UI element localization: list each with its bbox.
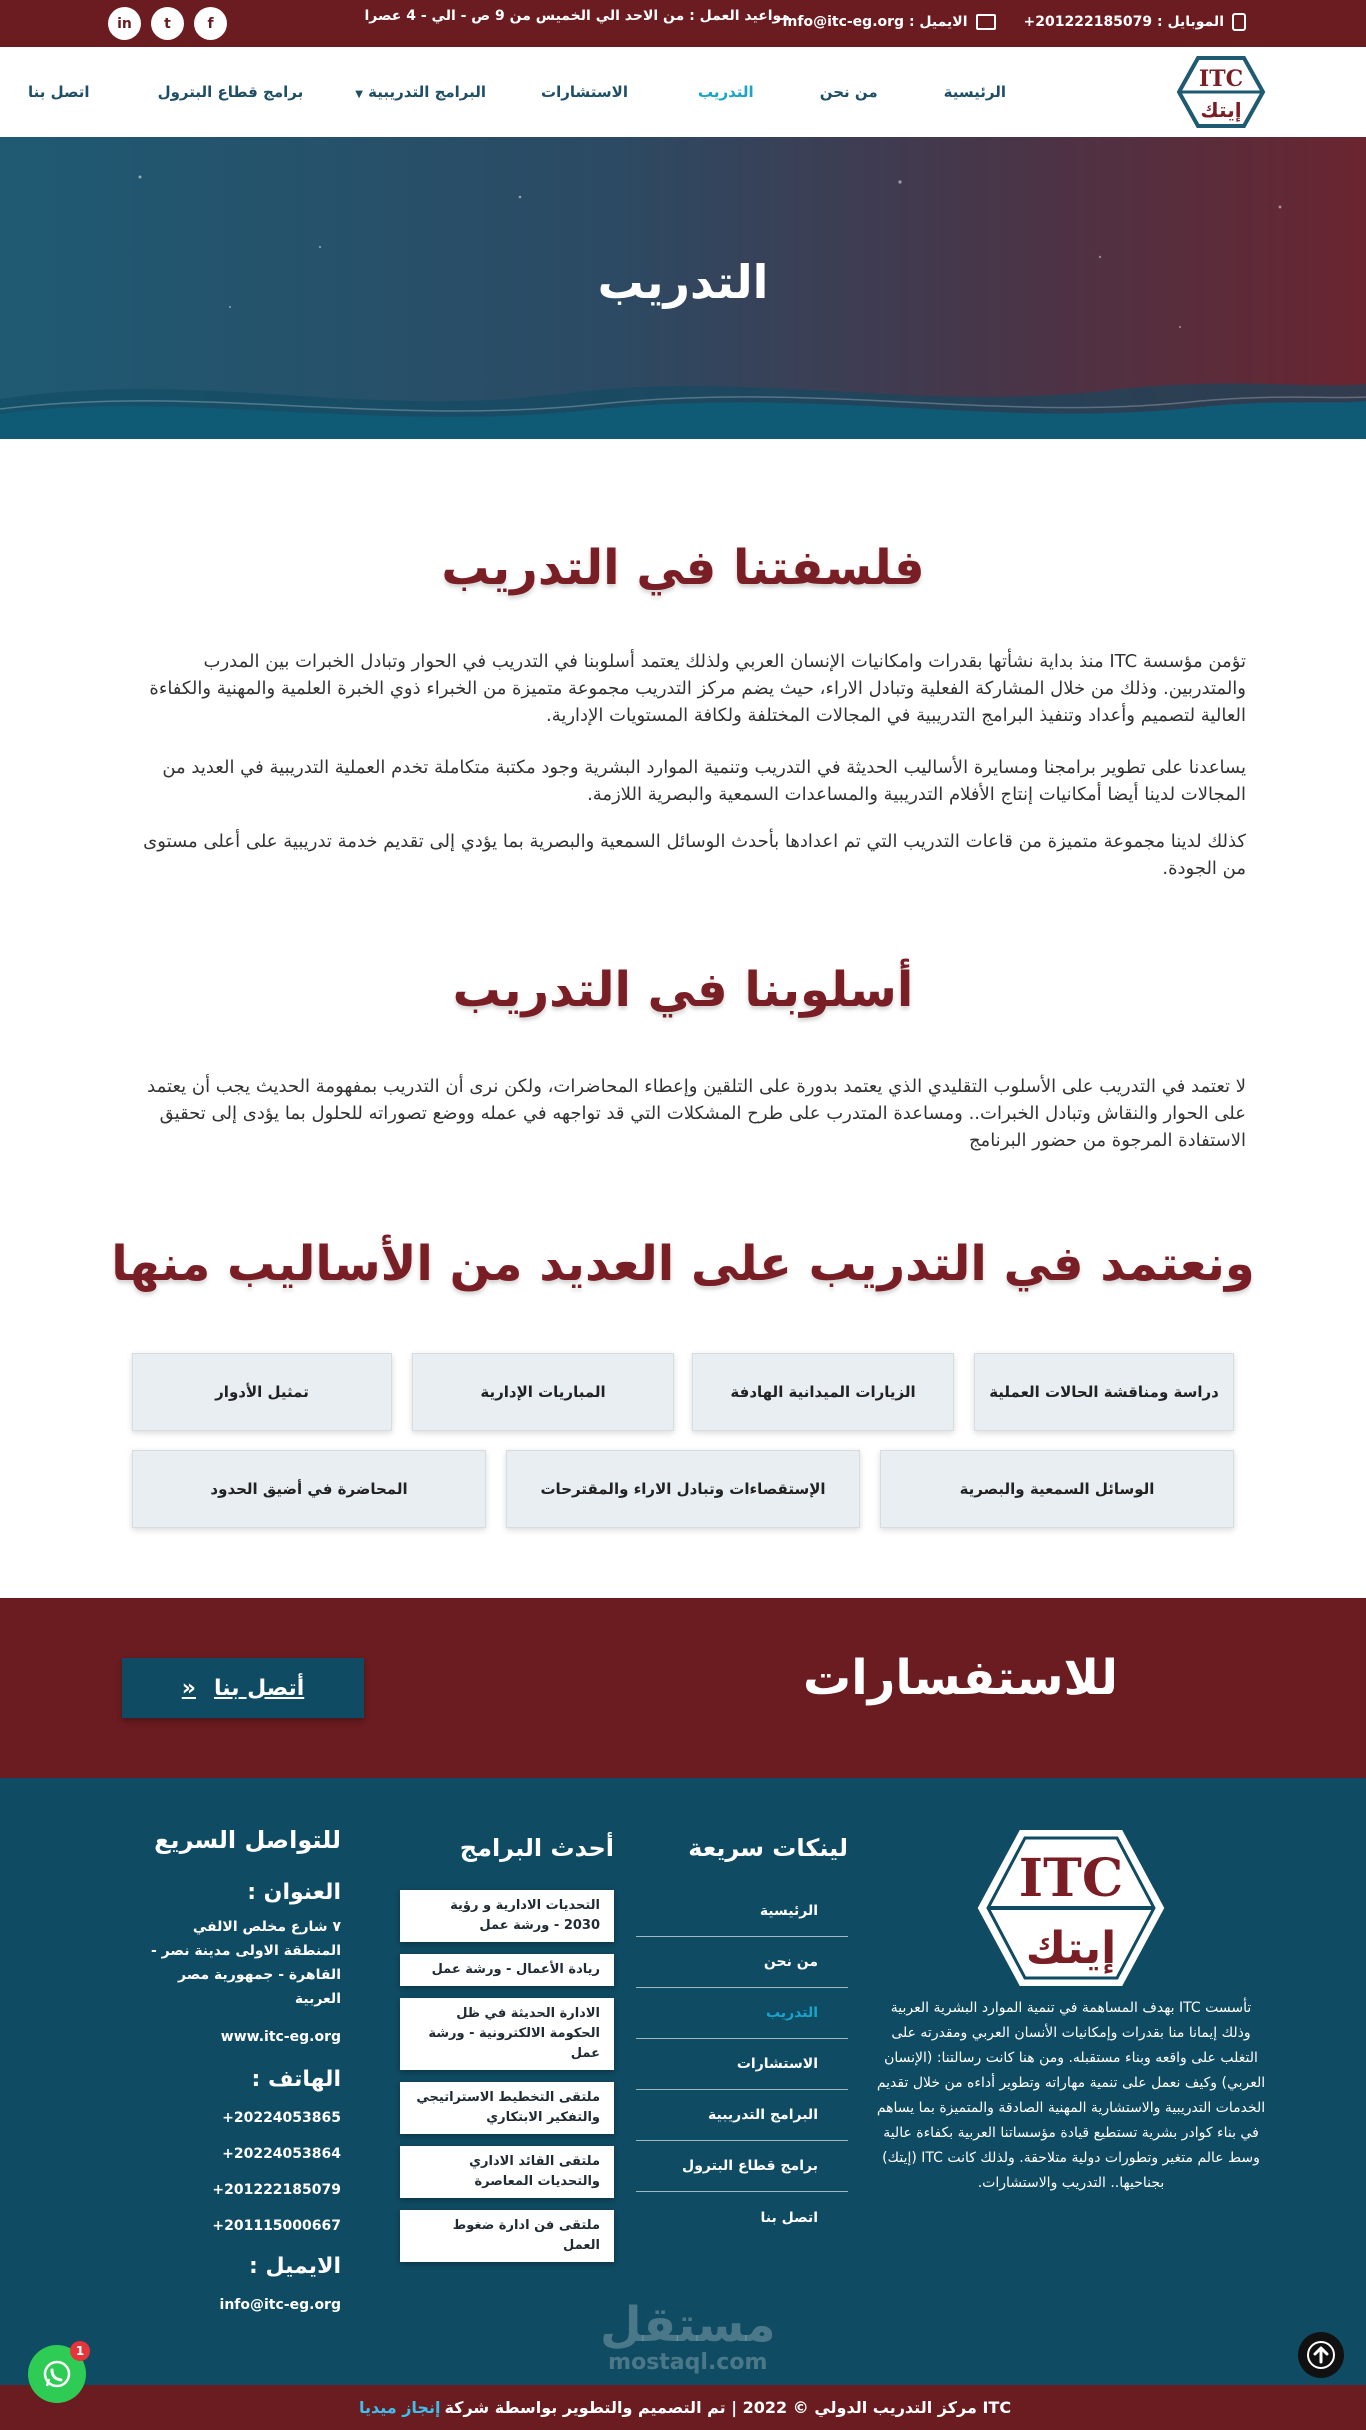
- fax-icon: [976, 14, 996, 30]
- phone-label: الهاتف :: [251, 2067, 341, 2092]
- inquiries-band: [0, 1598, 1366, 1778]
- main-navbar: [0, 47, 1366, 137]
- style-paragraph: لا تعتمد في التدريب على الأسلوب التقليدي الذي يعتمد بدورة على التلقين وإعطاء المحاضرات، ولكن نرى أن التدريب بمفهومة الحديث يجب أن يعتمد على الحوار والنقاش وتبادل الخبرات.. ومساعدة المتدرب على طرح المشكلات التي قد تواجهه في عمله ووضع تصوراته للحلول بما يؤدى إلى تحقيق الاستفادة المرجوة من حضور البرنامج: [147, 1076, 1246, 1151]
- latest-programs-title: أحدث البرامج: [459, 1834, 614, 1862]
- email-info[interactable]: [783, 14, 996, 30]
- program-item[interactable]: ملتقى التخطيط الاستراتيجي والتفكير الابتكاري: [400, 2082, 614, 2134]
- mobile-text: الموبايل : 201222185079+: [1023, 14, 1224, 30]
- contact-us-button[interactable]: [122, 1658, 364, 1718]
- mobile-info[interactable]: [1024, 13, 1246, 31]
- mostaql-watermark: [600, 2297, 776, 2375]
- address-text: ٧ شارع مخلص الالفي المنطقة الاولى مدينة نصر - القاهرة - جمهورية مصر العربية: [151, 1919, 341, 2007]
- footer-link-programs[interactable]: البرامج التدريبية: [636, 2090, 848, 2141]
- nav-item-training[interactable]: التدريب: [697, 83, 754, 101]
- nav-item-contact[interactable]: اتصل بنا: [28, 83, 90, 101]
- footer-link-consulting[interactable]: الاستشارات: [636, 2039, 848, 2090]
- method-card: المباريات الإدارية: [412, 1353, 674, 1431]
- nav-item-petroleum[interactable]: برامج قطاع البترول: [157, 83, 304, 101]
- style-title: أسلوبنا في التدريب: [452, 962, 914, 1018]
- phone-number[interactable]: +20224053865: [222, 2110, 341, 2126]
- program-item[interactable]: ملتقى فن ادارة ضغوط العمل: [400, 2210, 614, 2262]
- method-card: دراسة ومناقشة الحالات العملية: [974, 1353, 1234, 1431]
- program-item[interactable]: ملتقى القائد الاداري والتحديات المعاصرة: [400, 2146, 614, 2198]
- inquiries-title: للاستفسارات: [803, 1650, 1118, 1706]
- copyright-bar: [0, 2385, 1366, 2430]
- method-card: تمثيل الأدوار: [132, 1353, 392, 1431]
- social-links: [108, 7, 227, 40]
- program-item[interactable]: التحديات الادارية و رؤية 2030 - ورشة عمل: [400, 1890, 614, 1942]
- arrow-up-icon: [1306, 2340, 1336, 2370]
- whatsapp-icon: [41, 2358, 73, 2390]
- latest-programs: [400, 1890, 614, 2274]
- linkedin-icon[interactable]: in: [108, 7, 141, 40]
- hero-wave: [0, 349, 1366, 439]
- method-card: الزيارات الميدانية الهادفة: [692, 1353, 954, 1431]
- phone-number[interactable]: +201115000667: [212, 2218, 341, 2234]
- top-contact: [783, 13, 1246, 31]
- footer-logo-ar: إيتك: [1025, 1923, 1117, 1974]
- contact-us-label: أتصل بنا: [213, 1675, 305, 1701]
- phone-number[interactable]: +20224053864: [222, 2146, 341, 2162]
- watermark-ar: مستقل: [600, 2297, 776, 2353]
- methods-grid: [132, 1353, 1234, 1528]
- quick-links: [636, 1886, 848, 2243]
- footer-email[interactable]: info@itc-eg.org: [219, 2297, 341, 2313]
- facebook-icon[interactable]: f: [194, 7, 227, 40]
- philosophy-paragraph-1: تؤمن مؤسسة ITC منذ بداية نشأتها بقدرات وامكانيات الإنسان العربي ولذلك يعتمد أسلوبنا في التدريب في الحوار وتبادل الخبرات بين المدرب والمتدربين. وذلك من خلال المشاركة الفعلية وتبادل الاراء، حيث يضم مركز التدريب مجموعة متميزة من الخبراء ذوي الخبرة العلمية والمهنية والكفاءة العالية لتصميم وأعداد وتنفيذ البرامج التدريبية في المجالات المختلفة ولكافة المستويات الإدارية.: [149, 651, 1246, 726]
- email-text: الايميل : info@itc-eg.org: [782, 14, 968, 30]
- back-to-top-button[interactable]: [1298, 2332, 1344, 2378]
- working-hours: مواعيد العمل : من الاحد الي الخميس من 9 ص - الي - 4 عصرا: [364, 8, 790, 24]
- footer: [0, 1778, 1366, 2385]
- double-chevron-icon: «: [181, 1675, 196, 1701]
- email-label: الايميل :: [248, 2254, 341, 2279]
- nav-item-about[interactable]: من نحن: [819, 83, 878, 101]
- nav-item-programs[interactable]: [355, 83, 486, 101]
- footer-about: تأسست ITC بهدف المساهمة في تنمية الموارد البشرية العربية وذلك إيمانا منا بقدرات وإمكانيات الأنسان العربي ومقدرته على التغلب على واقعه وبناء مستقبله. ومن هنا كانت رسالتنا: (الإنسان العربي) وكيف نعمل على تنمية مهاراته وتطوير أداءه من خلال تقديم الخدمات التدريبية والاستشارية المهنية الصادقة والمتميزة بما يساهم في بناء كوادر بشرية تستطيع قيادة مؤسساتنا العربية بكفاءة عالية وسط عالم متغير وتطورات دولية متلاحقة. ولذلك كانت ITC (إيتك) بجناحيها.. التدريب والاستشارات.: [876, 2000, 1266, 2191]
- copyright-text: ITC مركز التدريب الدولي © 2022 | تم التصميم والتطوير بواسطة شركة: [444, 2398, 1012, 2417]
- nav-menu: [28, 83, 1006, 101]
- footer-link-contact[interactable]: اتصل بنا: [760, 2209, 818, 2226]
- top-bar: [0, 0, 1366, 47]
- address-label: العنوان :: [247, 1880, 341, 1905]
- company-link[interactable]: إنجاز ميديا: [358, 2398, 441, 2417]
- logo-en-text: ITC: [1198, 66, 1244, 92]
- footer-link-home[interactable]: الرئيسية: [636, 1886, 848, 1937]
- website-link[interactable]: www.itc-eg.org: [220, 2029, 341, 2045]
- hero-title: التدريب: [597, 255, 769, 309]
- whatsapp-button[interactable]: [28, 2345, 86, 2403]
- philosophy-title: فلسفتنا في التدريب: [441, 540, 925, 596]
- footer-link-training[interactable]: التدريب: [636, 1988, 848, 2039]
- program-item[interactable]: الادارة الحديثة في ظل الحكومة الالكترونية - ورشة عمل: [400, 1998, 614, 2070]
- nav-item-consulting[interactable]: الاستشارات: [541, 83, 628, 101]
- footer-logo[interactable]: [976, 1828, 1166, 1988]
- method-card: الإستقصاءات وتبادل الاراء والمقترحات: [506, 1450, 860, 1528]
- whatsapp-badge: 1: [70, 2341, 90, 2361]
- twitter-icon[interactable]: t: [151, 7, 184, 40]
- method-card: الوسائل السمعية والبصرية: [880, 1450, 1234, 1528]
- program-item[interactable]: ريادة الأعمال - ورشة عمل: [400, 1954, 614, 1986]
- quick-links-title: لينكات سريعة: [688, 1834, 848, 1862]
- methods-title: ونعتمد في التدريب على العديد من الأساليب منها: [111, 1236, 1255, 1292]
- philosophy-paragraph-3: كذلك لدينا مجموعة متميزة من قاعات التدريب التي تم اعدادها بأحدث الوسائل السمعية والبصرية بما يؤدي إلى تقديم خدمة تدريبية على أعلى مستوى من الجودة.: [143, 831, 1246, 879]
- footer-link-petroleum[interactable]: برامج قطاع البترول: [636, 2141, 848, 2192]
- logo-ar-text: إيتك: [1200, 98, 1242, 122]
- nav-item-home[interactable]: الرئيسية: [943, 83, 1006, 101]
- nav-item-programs-label: البرامج التدريبية: [368, 83, 487, 101]
- footer-link-about[interactable]: من نحن: [636, 1937, 848, 1988]
- philosophy-paragraph-2: يساعدنا على تطوير برامجنا ومسايرة الأساليب الحديثة في التدريب وتنمية الموارد البشرية وجود مكتبة متكاملة تخدم العملية التدريبية في العديد من المجالات لدينا أيضا أمكانيات إنتاج الأفلام التدريبية والمساعدات السمعية والبصرية اللازمة.: [162, 757, 1246, 805]
- caret-down-icon: ▼: [355, 89, 363, 100]
- itc-logo[interactable]: [1176, 55, 1266, 129]
- method-card: المحاضرة في أضيق الحدود: [132, 1450, 486, 1528]
- quick-contact: [101, 1826, 341, 2317]
- quick-contact-title: للتواصل السريع: [154, 1826, 341, 1854]
- phone-icon: [1232, 13, 1246, 31]
- watermark-en: mostaql.com: [608, 2350, 768, 2375]
- footer-logo-en: ITC: [1018, 1848, 1124, 1909]
- phone-number[interactable]: +201222185079: [212, 2182, 341, 2198]
- hero-banner: [0, 137, 1366, 439]
